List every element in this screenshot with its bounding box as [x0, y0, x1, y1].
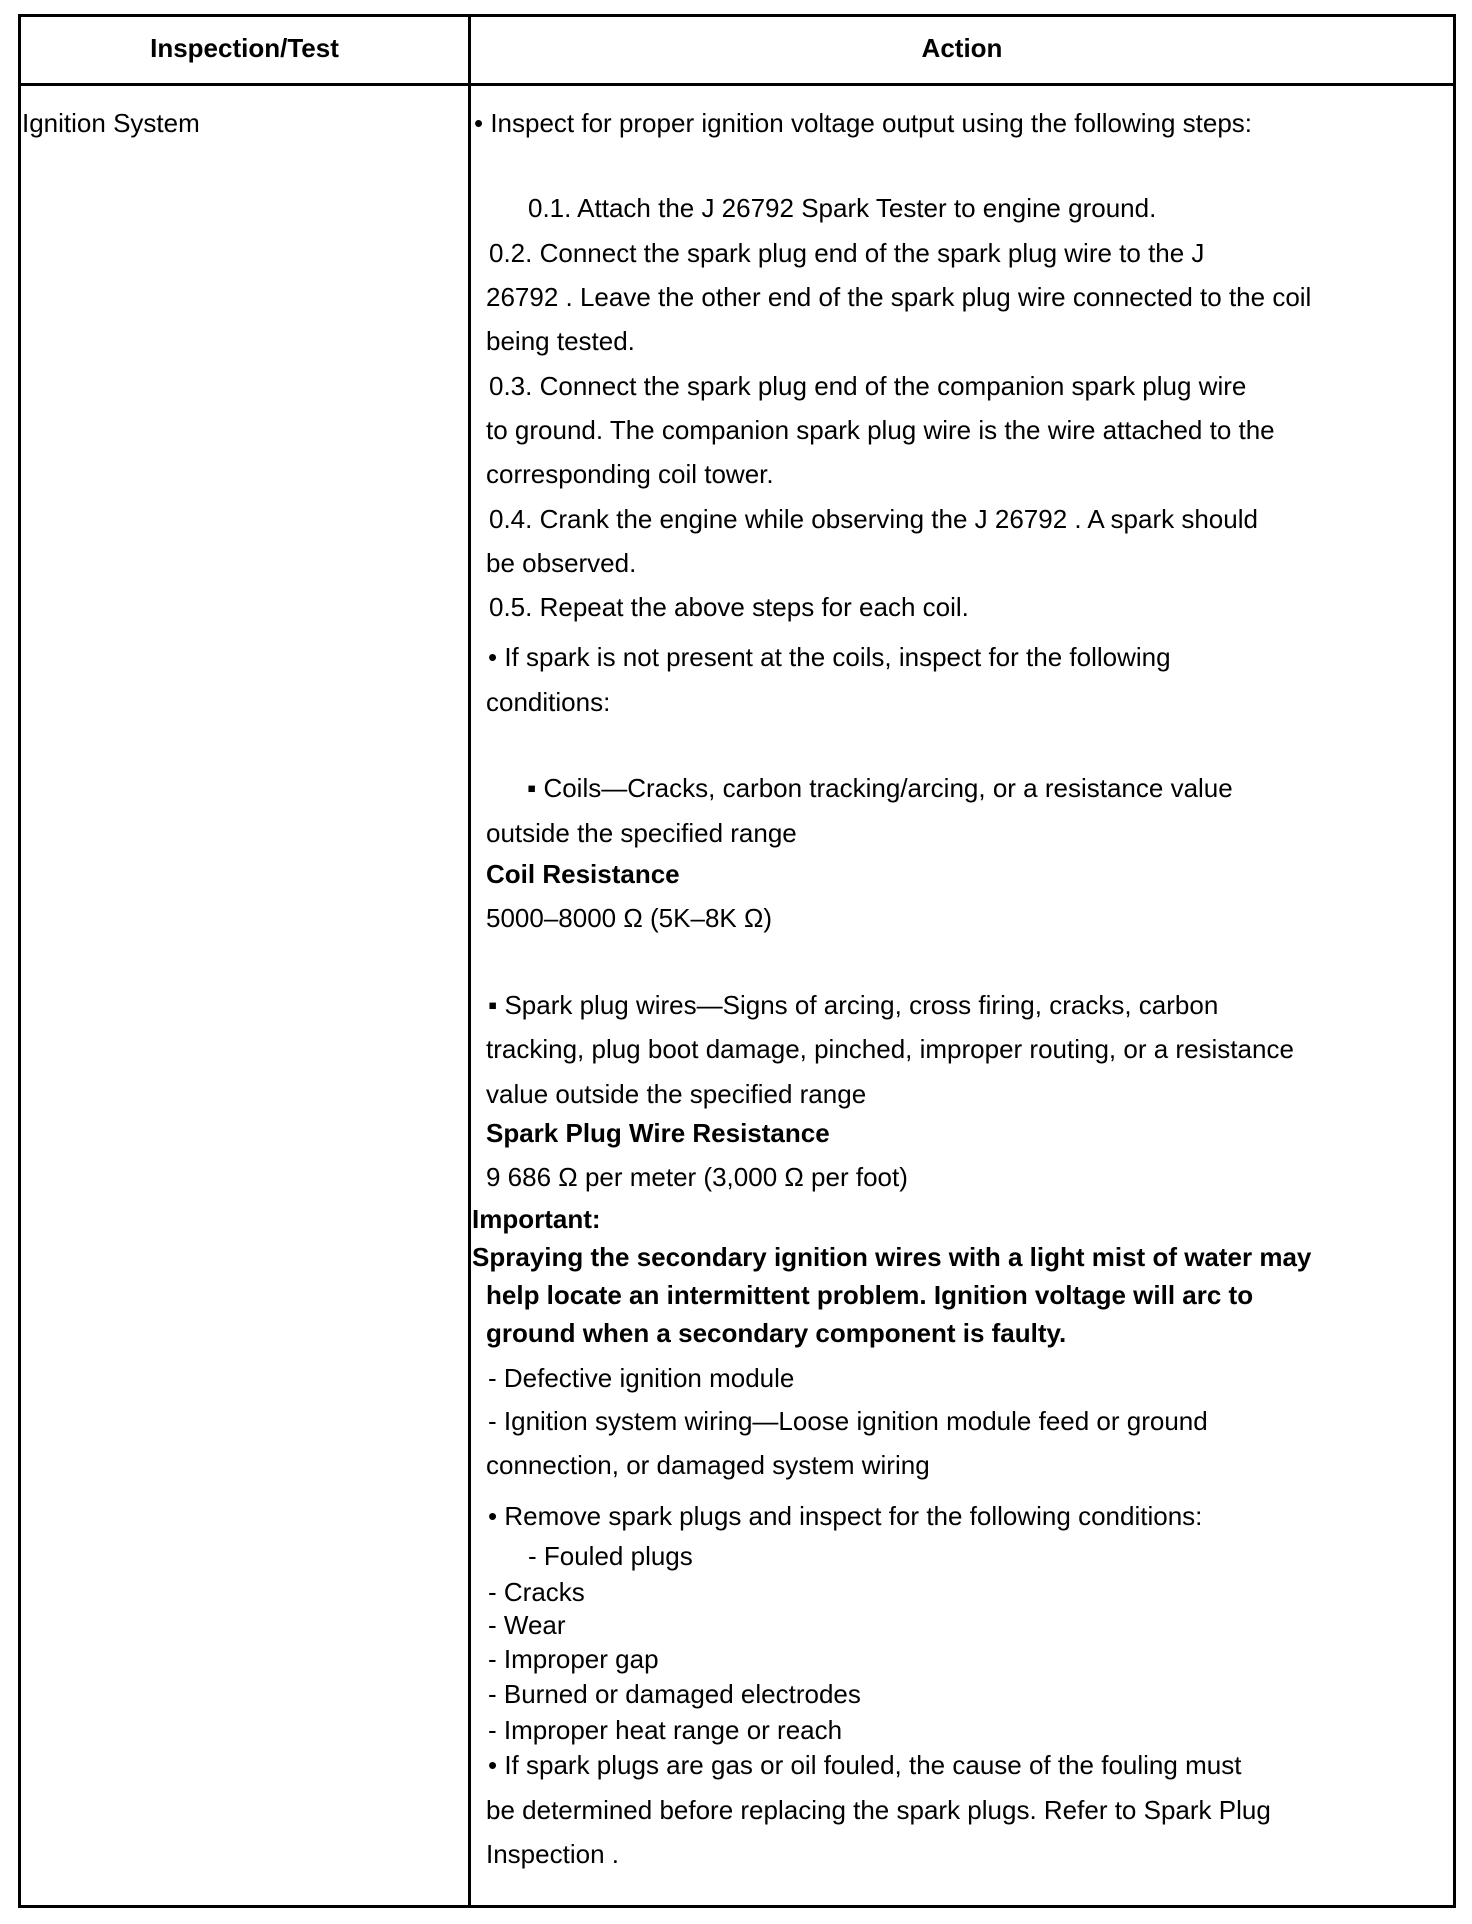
header-divider [18, 83, 1456, 86]
action-line: • Remove spark plugs and inspect for the following conditions: [488, 1501, 1203, 1531]
action-line: - Fouled plugs [528, 1541, 693, 1571]
important-label: Important: [472, 1204, 601, 1234]
action-line: - Burned or damaged electrodes [488, 1679, 861, 1709]
action-line: value outside the specified range [486, 1079, 867, 1109]
action-line: Inspection . [486, 1839, 619, 1869]
column-divider [468, 14, 471, 1908]
header-inspection-test: Inspection/Test [150, 33, 339, 63]
action-line: 26792 . Leave the other end of the spark plug wire connected to the coil [486, 282, 1312, 312]
important-text: ground when a secondary component is faulty. [486, 1318, 1067, 1348]
action-line: - Defective ignition module [488, 1363, 795, 1393]
action-line: - Cracks [488, 1577, 585, 1607]
action-line: ▪ Coils—Cracks, carbon tracking/arcing, or a resistance value [527, 773, 1233, 803]
action-line: to ground. The companion spark plug wire is the wire attached to the [486, 415, 1275, 445]
wire-resistance-value: 9 686 Ω per meter (3,000 Ω per foot) [486, 1162, 908, 1192]
action-line: 0.1. Attach the J 26792 Spark Tester to engine ground. [528, 193, 1157, 223]
action-line: corresponding coil tower. [486, 459, 774, 489]
coil-resistance-label: Coil Resistance [486, 859, 680, 889]
action-line: 0.2. Connect the spark plug end of the spark plug wire to the J [489, 238, 1205, 268]
important-text: Spraying the secondary ignition wires with a light mist of water may [472, 1242, 1312, 1272]
action-line: - Wear [488, 1610, 566, 1640]
coil-resistance-value: 5000–8000 Ω (5K–8K Ω) [486, 903, 773, 933]
wire-resistance-label: Spark Plug Wire Resistance [486, 1118, 830, 1148]
action-line: • Inspect for proper ignition voltage output using the following steps: [474, 108, 1253, 138]
header-action: Action [921, 33, 1003, 63]
action-line: - Ignition system wiring—Loose ignition module feed or ground [488, 1406, 1208, 1436]
action-line: connection, or damaged system wiring [486, 1450, 930, 1480]
action-line: conditions: [486, 687, 611, 717]
important-text: help locate an intermittent problem. Ignition voltage will arc to [486, 1280, 1254, 1310]
action-line: outside the specified range [486, 818, 797, 848]
action-line: ▪ Spark plug wires—Signs of arcing, cross firing, cracks, carbon [488, 990, 1219, 1020]
action-line: • If spark is not present at the coils, inspect for the following [488, 642, 1171, 672]
action-line: be observed. [486, 548, 637, 578]
action-line: - Improper gap [488, 1644, 659, 1674]
action-line: 0.3. Connect the spark plug end of the companion spark plug wire [489, 371, 1247, 401]
action-line: • If spark plugs are gas or oil fouled, the cause of the fouling must [488, 1750, 1242, 1780]
action-line: 0.4. Crank the engine while observing the J 26792 . A spark should [489, 504, 1258, 534]
action-line: tracking, plug boot damage, pinched, improper routing, or a resistance [486, 1034, 1294, 1064]
action-line: be determined before replacing the spark plugs. Refer to Spark Plug [486, 1795, 1271, 1825]
inspection-cell: Ignition System [22, 108, 200, 138]
action-line: being tested. [486, 326, 635, 356]
action-line: 0.5. Repeat the above steps for each coil. [489, 592, 969, 622]
action-line: - Improper heat range or reach [488, 1715, 843, 1745]
